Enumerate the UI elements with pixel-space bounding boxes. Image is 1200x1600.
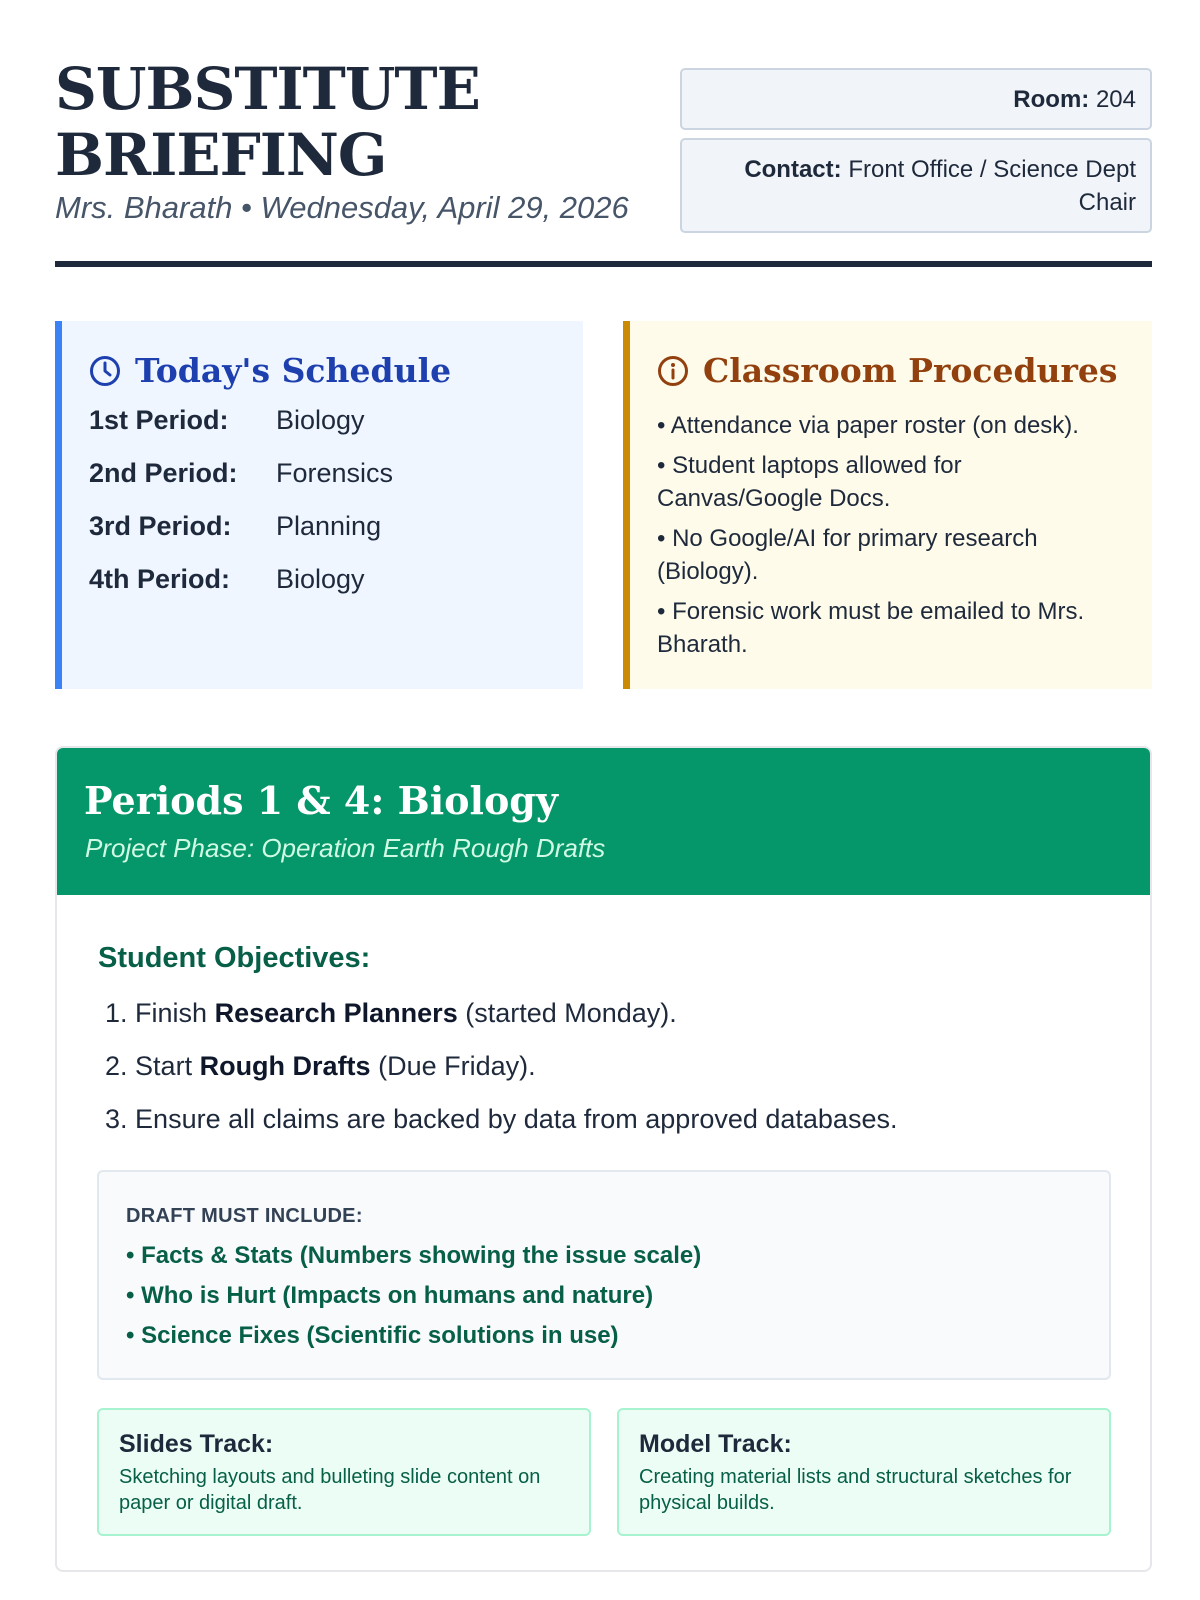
procedures-title-text: Classroom Procedures bbox=[703, 351, 1118, 390]
objectives-title: Student Objectives: bbox=[98, 942, 371, 974]
track-description: Sketching layouts and bulleting slide content on paper or digital draft. bbox=[119, 1466, 541, 1514]
objective-text: Ensure all claims are backed by data from approved databases. bbox=[135, 1104, 898, 1134]
list-item: • Attendance via paper roster (on desk). bbox=[657, 412, 1079, 439]
page-title bbox=[55, 56, 480, 188]
biology-panel bbox=[55, 746, 1152, 1572]
model-track-card bbox=[617, 1408, 1111, 1536]
objective-item bbox=[105, 1104, 897, 1135]
room-info-box bbox=[680, 68, 1152, 130]
contact-label: Contact: bbox=[744, 156, 842, 183]
clock-icon bbox=[89, 355, 121, 387]
period-label: 1st Period: bbox=[89, 405, 229, 435]
track-title: Model Track: bbox=[639, 1430, 792, 1458]
procedures-card bbox=[623, 321, 1152, 689]
period-label: 2nd Period: bbox=[89, 458, 238, 488]
contact-info-box bbox=[680, 138, 1152, 233]
objective-emphasis: Rough Drafts bbox=[199, 1051, 371, 1081]
header-divider bbox=[55, 261, 1152, 267]
list-item: • Science Fixes (Scientific solutions in use) bbox=[126, 1322, 619, 1349]
period-label: 4th Period: bbox=[89, 564, 231, 594]
draft-requirements-box bbox=[97, 1170, 1111, 1380]
schedule-title bbox=[89, 351, 451, 390]
objective-number: 2. bbox=[105, 1051, 128, 1081]
objective-number: 1. bbox=[105, 998, 128, 1028]
objective-item bbox=[105, 1051, 536, 1082]
draft-requirements-title: DRAFT MUST INCLUDE: bbox=[126, 1205, 363, 1227]
biology-title: Periods 1 & 4: Biology bbox=[84, 778, 558, 823]
schedule-title-text: Today's Schedule bbox=[135, 351, 452, 390]
objective-number: 3. bbox=[105, 1104, 128, 1134]
list-item: • No Google/AI for primary research (Biology). bbox=[657, 525, 1038, 585]
track-description: Creating material lists and structural sketches for physical builds. bbox=[639, 1466, 1072, 1514]
period-label: 3rd Period: bbox=[89, 511, 232, 541]
title-line-2: BRIEFING bbox=[55, 121, 387, 189]
title-line-1: SUBSTITUTE bbox=[55, 55, 480, 123]
schedule-card bbox=[55, 321, 583, 689]
objective-text: (Due Friday). bbox=[370, 1051, 536, 1081]
list-item: • Who is Hurt (Impacts on humans and nature) bbox=[126, 1282, 654, 1309]
list-item: • Student laptops allowed for Canvas/Google Docs. bbox=[657, 452, 962, 512]
biology-subtitle: Project Phase: Operation Earth Rough Drafts bbox=[85, 833, 606, 863]
briefing-header bbox=[55, 56, 1152, 268]
period-subject: Biology bbox=[276, 564, 365, 594]
contact-value: Front Office / Science Dept Chair bbox=[848, 156, 1136, 216]
objective-text: Start bbox=[135, 1051, 200, 1081]
room-value: 204 bbox=[1095, 86, 1136, 113]
period-subject: Planning bbox=[276, 511, 382, 541]
track-title: Slides Track: bbox=[119, 1430, 274, 1458]
period-subject: Forensics bbox=[276, 458, 394, 488]
info-icon bbox=[657, 355, 689, 387]
teacher-date-subtitle: Mrs. Bharath • Wednesday, April 29, 2026 bbox=[55, 190, 629, 225]
objective-emphasis: Research Planners bbox=[214, 998, 458, 1028]
room-label: Room: bbox=[1013, 86, 1090, 113]
procedures-title bbox=[657, 351, 1117, 390]
period-subject: Biology bbox=[276, 405, 365, 435]
list-item: • Facts & Stats (Numbers showing the issue scale) bbox=[126, 1242, 702, 1269]
objective-item bbox=[105, 998, 677, 1029]
objective-text: (started Monday). bbox=[457, 998, 677, 1028]
procedures-list bbox=[657, 409, 1127, 668]
list-item: • Forensic work must be emailed to Mrs. Bharath. bbox=[657, 598, 1085, 658]
slides-track-card bbox=[97, 1408, 591, 1536]
biology-panel-header bbox=[57, 748, 1150, 895]
objective-text: Finish bbox=[135, 998, 215, 1028]
